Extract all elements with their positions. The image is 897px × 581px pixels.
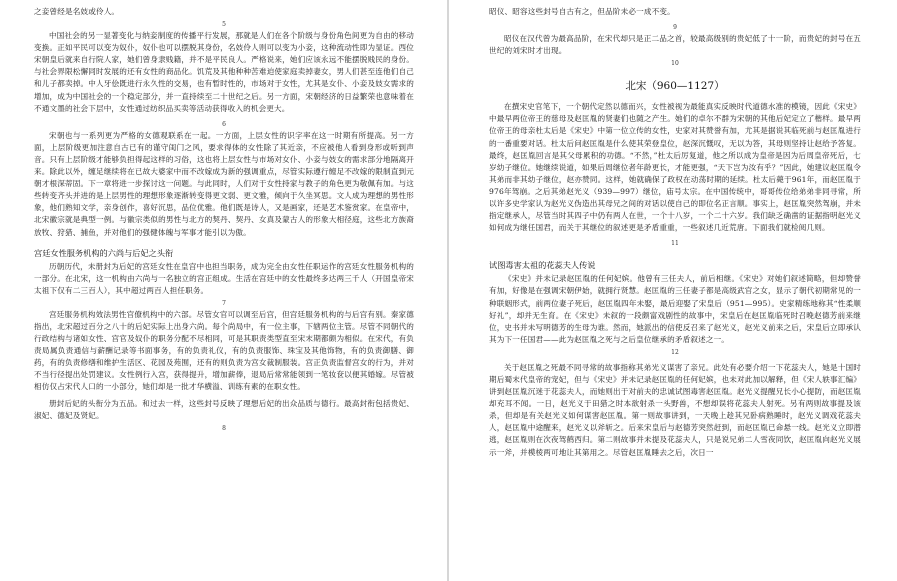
footnote-number: 5: [222, 21, 226, 29]
footnote-number: 11: [671, 240, 679, 248]
right-page: [449, 0, 897, 581]
paragraph: 《宋史》并未记录赵匡胤的任何妃嫔。他曾有三任夫人，前后相继。《宋史》对她们叙述简略，但却赞誉有加，好像是在强调宋朝伊始，就拥行贤慧。赵匡胤的三任妻子都是高级武官之女，显示了朝代初期常见的一种联姻形式，前两位妻子死后，赵匡胤四年未娶，最后迎娶了宋皇后（951—995）。史家精练地称其“性柔顺好礼”，却并无生育。在《宋史》未叙的一段颇富戏剧性的故事中，宋皇后在赵匡胤临死时召晚赵德芳前来继位，史书并未写明德芳的生母为谁。然而，她派出的信使反召来了赵光义，赵光义前来之后，宋皇后立即承认其为下一任国君——此为赵匡胤之死与之后皇位继承的矛盾叙述之一。: [489, 274, 861, 344]
paragraph: 关于赵匡胤之死最不同寻常的故事指称其弟光义谋害了亲兄。此处有必要介绍一下花蕊夫人，她是十国时期后蜀末代皇帝的宠妃，但与《宋史》并未记录赵匡胤的任何妃嫔，也未对此加以解释，但《宋人轶事汇编》讲到赵匡胤沉迷于花蕊夫人，而她则出于对前夫的忠诚试图毒害赵匡胤。赵光义提醒兄长小心提防，而赵匡胤却充耳不闻。一日，赵光义于田猎之时本欲射杀一头野兽，不想却误将花蕊夫人射死。另有两则故事提及该杀，但却是有关赵光义如何谋害赵匡胤。第一则故事讲到，一天晚上趁其兄卧病熟睡时，赵光义调戏花蕊夫人，赵匡胤中途醒来，赵光义以斧斩之。后来宋皇后与赵德芳突然赶到，而赵匡胤已命悬一线。赵光义立即潜逃，赵匡胤则在次夜驾鹤西归。第二则故事并未提及花蕊夫人，只是说兄弟二人雪夜同饮，赵匡胤向赵光义展示一斧，并模棱两可地让其第用之。尽管赵匡胤睡去之后，次日一: [489, 362, 861, 457]
paragraph: 昭仪、昭容这些封号自古有之，但品阶未必一成不变。: [489, 7, 675, 16]
paragraph: 历朝历代，未册封为后妃的宫廷女性在皇宫中也担当职务，成为完全由女性任职运作的宫廷女性服务机构的一部分。在北宋，这一机构由六尚与一名独立的宫正组成。生活在宫廷中的女性最终多达两三千人（开国皇帝宋太祖下仅有二三百人），其中超过两百人担任职务。: [34, 261, 414, 295]
section-heading: 宫廷女性服务机构的六尚与后妃之头衔: [34, 247, 174, 258]
paragraph: 昭仪在汉代曾为最高品阶，在宋代却只是正二品之首，较最高级别的贵妃低了十一阶，而贵妃的封号在五世纪的刘宋时才出现。: [489, 34, 861, 56]
footnote-number: 6: [222, 120, 226, 128]
left-page-body: [34, 6, 414, 434]
paragraph: 宫廷服务机构效法男性官僚机构中的六部。尽管女官可以调至后宫，但宫廷服务机构的与后宫有别。秦家德指出，北宋超过百分之八十的后妃实际上出身六尚。每个尚局中，有一位主事，下辖两位主管。尽管不同朝代的行政结构与诸如女性、宫官及奴仆的职务分配不尽相同，可是其职责类型直至宋末期都颇为相似。在宋代，有负责局属负责通信与薪酬记录等书面事务，有的负责礼仪，有的负责服饰、珠宝及其他饰物，有的负责御膳、御药，有的负责修缮和维护生活区、花园及苑囿，还有的则负责为宫女裁制服装。宫正负责监督宫女的行为，并对不当行径提出处罚建议。女性例行入宫，获得提升，增加薪俸，退局后常常能领到一笔妆奁以便其婚嫁。尽管被相仿仅占宋代人口的一小部分，她们却是一批才华横溢、训练有素的在职女性。: [34, 309, 414, 392]
paragraph: 中国社会的另一显著变化与纳妾制度的传播平行发展，那就是人们在各个阶级与身份角色间更为自由的移动变换。正如平民可以变为奴仆，奴仆也可以摆脱其身份，名妓伶人则可以变为小妾，这种流动性即为显证。西位宋朝皇后就来自行院人家，她们曾身隶贱籍，并不是平民良人。严格说来，她们应该永远不能摆脱贱民的身份。与社会界限松懈同时发展的还有女性的商品化。饥荒及其他种种苦难迫使家庭卖掉妻女，男人们甚至连他们自己和儿子都卖掉。中人牙侩既进行永久性的交易，也有暂时性的，市场对于女性，尤其是女仆、小妾及妓女需求的增加，成为中国社会的一个稳定部分，并一直持续至二十世纪之后。另一方面，宋朝经济的日益繁荣也意味着在不通文墨的社会下层中，女性通过纺织品买卖等活动获得收入的机会更大。: [34, 31, 414, 113]
footnote-number: 7: [222, 299, 226, 307]
paragraph: 在撰宋史官笔下，一个朝代定然以德而兴，女性被视为最能真实反映时代道德水准的模镜，因此《宋史》中最早两位帝王的慈母及赵匡胤的贤妻们也随之产生。她们的卓尔不群为宋朝的其他后妃定立了楷样。最早两位帝王的母亲杜太后是《宋史》中第一位立传的女性，史家对其赞誉有加，尤其是据说其临死前与赵匡胤进行的一番重要对话。杜太后问赵匡胤是什么使其荣登皇位，赵深沉慨叹，无以为答，其母则坚持让赵给予答复。最终，赵匡胤回言是其父母累积的功德。“不然，”杜太后厉复道，他之所以成为皇帝是因为后周皇帝死后，七岁幼子继位。她继续说道，如果后周继位者年龄更长，才能更强，“天下岂为汝有乎？”因此，她建议赵匡胤令其弟而非其幼子继位，赵亦赞同。这样，她就确保了政权在动荡时期的延续。杜太后薨于961年，而赵匡胤于976年驾崩。之后其弟赵光义（939—997）继位，庙号太宗。在中国传统中，哥哥传位给弟弟非同寻常，所以许多史学家认为赵光义伪造出其母兄之间的对话以使自己的即位名正言顺。事实上，赵匡胤突然驾崩，并未指定继承人，尽管当时其四子中仍有两人在世，一个十八岁，一个二十六岁。我们缺乏确凿的证据指明赵光义如何成为继任国君，而关于其继位的叙述更是矛盾重重，一些叙述几近荒唐。下面我们就检阅几则。: [489, 102, 862, 233]
section-heading: 试图毒害太祖的花蕊夫人传说: [489, 260, 596, 271]
chapter-section-title: 北宋（960—1127）: [625, 80, 725, 93]
paragraph: 之妾曾经是名妓或伶人。: [34, 7, 120, 16]
right-page-body: [489, 6, 861, 459]
footnote-number: 9: [673, 24, 677, 32]
paragraph: 册封后妃的头衔分为五品。和过去一样，这些封号反映了理想后妃的出众品质与德行。最高封衔包括贵妃、淑妃、德妃及贤妃。: [34, 398, 414, 420]
left-page: [0, 0, 448, 581]
footnote-number: 8: [222, 424, 226, 432]
paragraph: 宋朝也与一系列更为严格的女德观联系在一起。一方面，上层女性的识字率在这一时期有所提高。另一方面，上层阶级更加注意自古已有的谨守闺门之风，要求得体的女性除了其近亲，不应被他人看到身形或听到声音。只有上层阶级才能够负担得起这样的习俗，这也将上层女性与市场对女仆、小妾与妓女的需求部分地隔离开来。除此以外，缠足继续将在已故大婆家中而不改嫁成为新的强调重点，尽管实际遵行缠足不改嫁的限制直到元朝才根深蒂固。下一章将进一步探讨这一问题。与此同时，人们对于女性持家与教子的角色更为敬佩有加。与这些转变齐头并进的是上层男性的理想形象逐渐转变得更文弱、更文雅，倾向于久坐冥思。文人成为理想的男性形象，他们熟知文学，亲身创作，喜好沉思，品位优雅。他们既是诗人，又是画家，还是艺术鉴赏家。在皇帝中，北宋徽宗就是典型一例。与徽宗类似的男性与北方的契丹、契丹、女真及蒙古人的形象大相径庭，这些北方族裔放牧、狩猎、捕鱼，并对他们的强健体魄与军事才能引以为傲。: [34, 130, 414, 237]
footnote-number: 10: [671, 60, 679, 68]
footnote-number: 12: [671, 348, 679, 356]
